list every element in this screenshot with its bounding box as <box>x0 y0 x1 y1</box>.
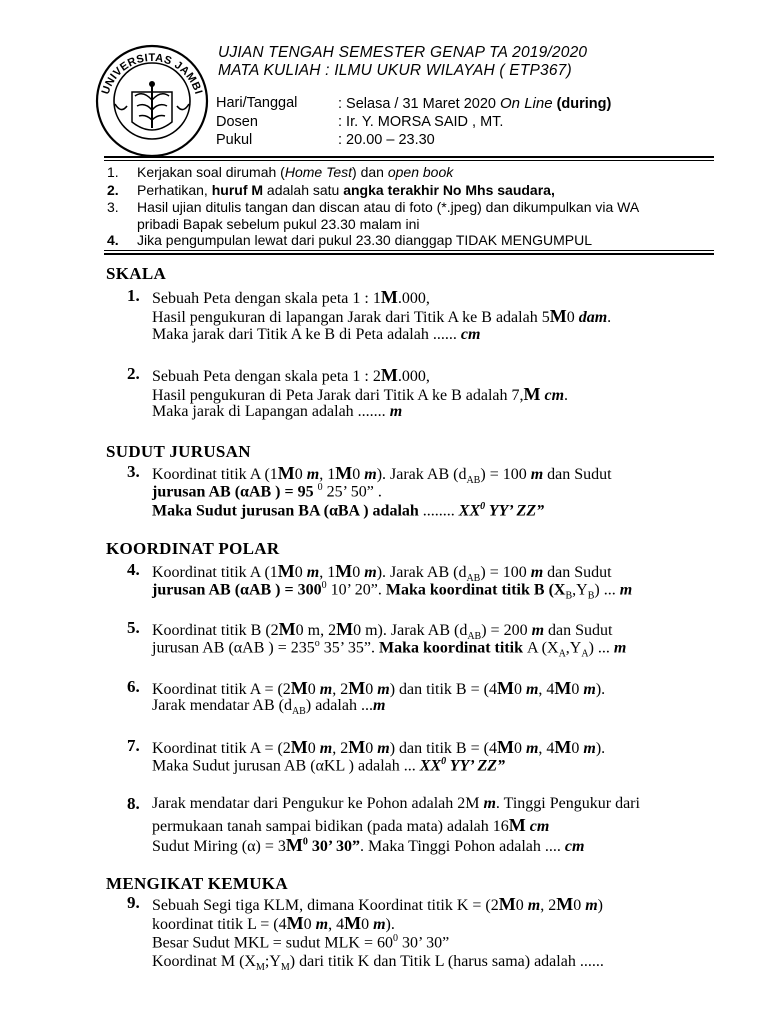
course-title: MATA KULIAH : ILMU UKUR WILAYAH ( ETP367) <box>218 62 572 79</box>
question-number-2: 2. <box>127 364 140 383</box>
q8-line2: permukaan tanah sampai bidikan (pada mata) adalah 16M cm <box>152 815 550 835</box>
q2-line2: Hasil pengukuran di Peta Jarak dari Titik A ke B adalah 7,M cm. <box>152 384 569 404</box>
q1-line2: Hasil pengukuran di lapangan Jarak dari Titik A ke B adalah 5M0 dam. <box>152 306 612 326</box>
question-number-3: 3. <box>127 462 140 481</box>
question-number-4: 4. <box>127 560 140 579</box>
q9-line3: Besar Sudut MKL = sudut MLK = $60^0$ 30’ 30” <box>152 933 450 952</box>
header-divider-thin <box>104 160 714 161</box>
time-value: : 20.00 – 23.30 <box>338 132 435 148</box>
exam-title: UJIAN TENGAH SEMESTER GENAP TA 2019/2020 <box>218 44 588 61</box>
date-label: Hari/Tanggal <box>216 95 298 111</box>
q3-line3: Maka Sudut jurusan BA (αBA ) adalah ........ $XX^0$ YY’ ZZ” <box>152 501 545 520</box>
question-number-9: 9. <box>127 893 140 912</box>
lecturer-value: : Ir. Y. MORSA SAID , MT. <box>338 114 504 130</box>
q7-line2: Maka Sudut jurusan AB (αKL ) adalah ... $XX^0$ YY’ ZZ” <box>152 756 506 775</box>
question-number-5: 5. <box>127 618 140 637</box>
q4-line1: Koordinat titik A (1M0 m, 1M0 m). Jarak AB $(d_{AB}) = 100$ m dan Sudut <box>152 561 612 585</box>
instructions-divider-2 <box>104 253 714 255</box>
q2-line1: Sebuah Peta dengan skala peta 1 : 2M.000, <box>152 365 430 385</box>
question-number-7: 7. <box>127 736 140 755</box>
q8-line1: Jarak mendatar dari Pengukur ke Pohon adalah 2M m. Tinggi Pengukur dari <box>152 795 640 812</box>
question-number-1: 1. <box>127 286 140 305</box>
q5-line2: jurusan AB (αAB ) = $235^o$ 35’ 35”. Maka koordinat titik A $(X_A,Y_A)$ ... m <box>152 638 627 660</box>
q9-line2: koordinat titik L = (4M0 m, 4M0 m). <box>152 913 395 933</box>
q3-line1: Koordinat titik A (1M0 m, 1M0 m). Jarak AB $(d_{AB}) = 100$ m dan Sudut <box>152 463 612 487</box>
q6-line2: Jarak mendatar AB $(d_{AB})$ adalah ...m <box>152 697 386 718</box>
q2-line3: Maka jarak di Lapangan adalah ....... m <box>152 403 403 420</box>
q1-line1: Sebuah Peta dengan skala peta 1 : 1M.000, <box>152 287 430 307</box>
q6-line1: Koordinat titik A = (2M0 m, 2M0 m) dan titik B = (4M0 m, 4M0 m). <box>152 678 606 698</box>
q8-line3: Sudut Miring $(\alpha) = 3M^0$ 30’ 30”. Maka Tinggi Pohon adalah .... cm <box>152 835 585 855</box>
q7-line1: Koordinat titik A = (2M0 m, 2M0 m) dan titik B = (4M0 m, 4M0 m). <box>152 737 606 757</box>
question-number-6: 6. <box>127 677 140 696</box>
question-number-8: 8. <box>127 794 140 813</box>
lecturer-label: Dosen <box>216 114 258 130</box>
instructions-divider-1 <box>104 250 714 251</box>
q4-line2: jurusan AB (αAB ) = $300^0$ 10’ 20”. Maka koordinat titik B $(X_B,Y_B)$ ... m <box>152 580 633 602</box>
section-sudut-jurusan: SUDUT JURUSAN <box>106 442 251 461</box>
q5-line1: Koordinat titik B (2M0 m, 2M0 m). Jarak AB $(d_{AB}) = 200$ m dan Sudut <box>152 619 613 643</box>
time-label: Pukul <box>216 132 253 148</box>
q1-line3: Maka jarak dari Titik A ke B di Peta adalah ...... cm <box>152 326 481 343</box>
section-skala: SKALA <box>106 264 167 283</box>
date-value: : Selasa / 31 Maret 2020 On Line (during) <box>338 95 612 112</box>
q3-line2: jurusan AB (αAB ) = 95 $^0$ 25’ 50” . <box>152 482 382 501</box>
header-divider-top <box>104 156 714 158</box>
logo-text: UNIVERSITAS JAMBI <box>99 51 205 97</box>
section-koordinat-polar: KOORDINAT POLAR <box>106 539 280 558</box>
section-mengikat-kemuka: MENGIKAT KEMUKA <box>106 874 288 893</box>
q9-line1: Sebuah Segi tiga KLM, dimana Koordinat titik K = (2M0 m, 2M0 m) <box>152 894 603 914</box>
q9-line4: Koordinat M $(X_M;Y_M)$ dari titik K dan Titik L (harus sama) adalah ...... <box>152 953 604 974</box>
